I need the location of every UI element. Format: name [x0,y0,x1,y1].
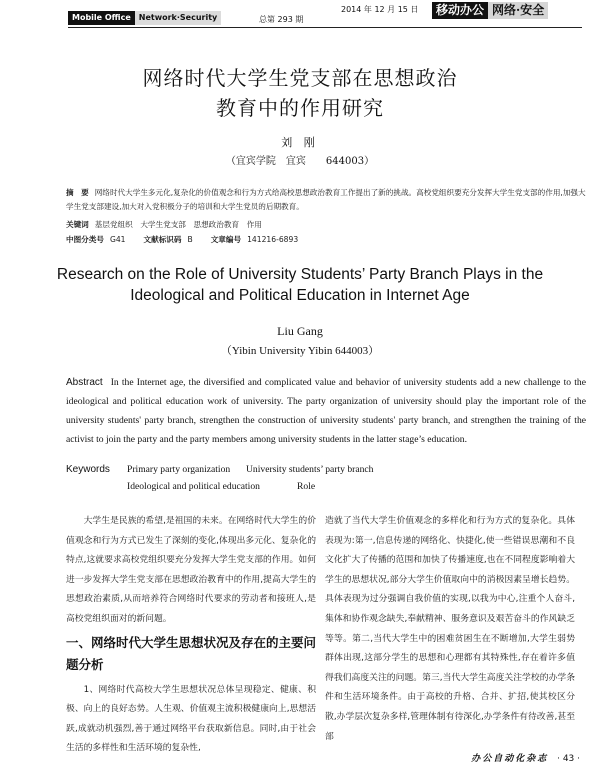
keywords-en-row [66,464,586,478]
keyword-en-4: Role [297,481,316,492]
column-name [432,2,548,19]
classification-row [66,233,586,247]
right-column-paragraph: 造就了当代大学生价值观念的多样化和行为方式的复杂化。具体表现为:第一,信息传递的网络化、快捷化,使一些错误思潮和不良文化扩大了传播的范围和加快了传播速度,也在不同程度影响着大学生的思想状况,部分大学生价值取向中的消极因素呈增长趋势。具体表现为过分强调自我价值的实现,以我为中心,注重个人奋斗,集体和协作观念缺失,奉献精神、服务意识及艰苦奋斗的作风缺乏等等。第二,当代大学生中的困难贫困生在不断增加,大学生弱势群体出现,这部分学生的思想和心理都有其特殊性,存在着许多值得我们高度关注的问题。第三,当代大学生高度关注学校的办学条件和生活环境条件。由于高校的升格、合并、扩招,使其校区分散,办学层次复杂多样,管理体制有待深化,办学条件有待改善,甚至部 [325,516,575,742]
clc-value: G41 [109,235,126,244]
section-1-paragraph: 1、网络时代高校大学生思想状况总体呈现稳定、健康、积极、向上的良好态势。人生观、价值观主流积极健康向上,思想活跃,成就动机强烈,善于通过网络平台获取新信息。同时,由于社会生活的多样性和生活环境的复杂性, [66,684,316,754]
title-en-line1: Research on the Role of University Students’ Party Branch Plays in the [56,266,544,283]
title-en-line2: Ideological and Political Education in Internet Age [130,287,470,304]
header-tags [68,11,221,25]
keyword-en-2: University students’ party branch [246,464,374,475]
section-1-heading: 一、网络时代大学生思想状况及存在的主要问题分析 [66,634,317,672]
author-en: Liu Gang [277,324,323,338]
keywords-en-label: Keywords [66,464,110,475]
keyword-en-1: Primary party organization [127,464,231,475]
article-number-label: 文章编号 [210,235,242,244]
publication-name: 办公自动化杂志 [471,754,549,764]
intro-paragraph: 大学生是民族的希望,是祖国的未来。在网络时代大学生的价值观念和行为方式已发生了深刻的变化,体现出多元化、复杂化的特点,这就要求高校党组织要充分发挥大学生党支部的作用。如何进一步发挥大学生党支部在思想政治教育中的作用,提高大学生的思想政治素质,从而培养符合网络时代要求的劳动者和接班人,是高校党组织面对的新问题。 [66,516,316,624]
affiliation-cn: （宜宾学院 宜宾 644003） [225,156,375,167]
page-header [0,0,600,30]
keywords-cn-label: 关键词 [66,220,89,229]
issue-date: 2014 年 12 月 15 日 [341,5,419,14]
issue-number: 总第 293 期 [259,15,304,24]
body-right-column [325,512,575,747]
title-cn-line1: 网络时代大学生党支部在思想政治 [142,66,458,90]
keyword-en-3: Ideological and political education [127,481,260,492]
article-number-value: 141216-6893 [247,235,299,244]
page-footer [440,751,580,764]
keywords-en-row-2 [66,481,586,495]
column-name-primary: 移动办公 [432,2,488,19]
affiliation-en: （Yibin University Yibin 644003） [220,345,380,357]
doc-code-value: B [187,235,193,244]
header-rule [68,27,582,28]
abstract-cn-label: 摘 要 [66,188,89,197]
doc-code-label: 文献标识码 [143,235,182,244]
clc-label: 中图分类号 [66,235,104,244]
abstract-en-text: In the Internet age, the diversified and complicated value and behavior of university students add a new challenge to the ideological and political education work of university. The party organization of university should play the important role of the university students' party branch, strengthen the construction of university students' party branch, and strengthen the training of the activist to join the party and the party members among university students in the latter stage’s education. [66,377,586,445]
body-left-column [66,512,316,759]
column-name-secondary: 网络·安全 [488,2,548,19]
keywords-cn: 基层党组织 大学生党支部 思想政治教育 作用 [94,220,262,229]
network-security-tag: Network·Security [135,11,222,25]
page-number: · 43 · [557,754,580,764]
abstract-cn [66,186,586,214]
abstract-en [66,373,586,449]
keywords-cn-row [66,218,586,232]
title-cn-line2: 教育中的作用研究 [216,96,384,120]
author-cn: 刘 刚 [281,136,319,149]
mobile-office-tag: Mobile Office [68,11,135,25]
abstract-en-label: Abstract [66,377,103,388]
abstract-cn-text: 网络时代大学生多元化,复杂化的价值观念和行为方式给高校思想政治教育工作提出了新的挑战。高校党组织要充分发挥大学生党支部的作用,加强大学生党支部建设,加大对入党积极分子的培训和大学生党员的后期教育。 [66,188,586,211]
